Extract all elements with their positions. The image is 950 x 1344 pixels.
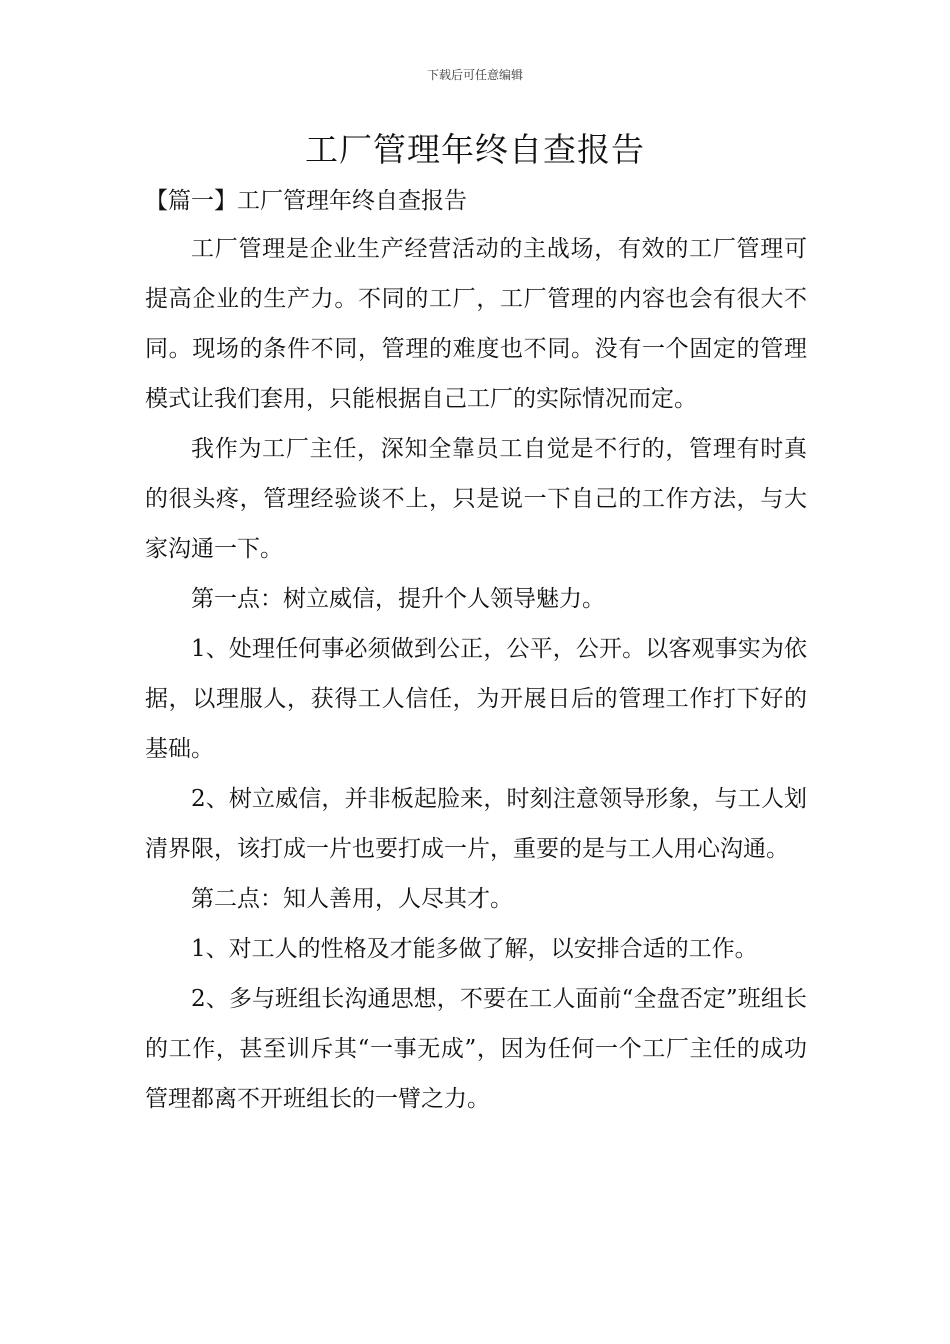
paragraph: 工厂管理是企业生产经营活动的主战场，有效的工厂管理可提高企业的生产力。不同的工厂，工厂管理的内容也会有很大不同。现场的条件不同，管理的难度也不同。没有一个固定的管理模式让我们套用，只能根据自己工厂的实际情况而定。 [145,236,807,412]
document-title: 工厂管理年终自查报告 [305,130,645,169]
section-heading: 【篇一】工厂管理年终自查报告 [145,188,467,214]
body-text [145,224,807,1124]
paragraph: 1、对工人的性格及才能多做了解，以安排合适的工作。 [191,936,758,962]
paragraph: 第二点：知人善用，人尽其才。 [191,886,513,912]
paragraph: 1、处理任何事必须做到公正，公平，公开。以客观事实为依据，以理服人，获得工人信任，为开展日后的管理工作打下好的基础。 [145,636,807,762]
paragraph: 第一点：树立威信，提升个人领导魅力。 [191,586,605,612]
header-note: 下载后可任意编辑 [426,68,523,82]
paragraph: 2、多与班组长沟通思想，不要在工人面前“全盘否定”班组长的工作，甚至训斥其“一事无成”，因为任何一个工厂主任的成功管理都离不开班组长的一臂之力。 [145,986,807,1112]
paragraph: 我作为工厂主任，深知全靠员工自觉是不行的，管理有时真的很头疼，管理经验谈不上，只是说一下自己的工作方法，与大家沟通一下。 [145,436,807,562]
paragraph: 2、树立威信，并非板起脸来，时刻注意领导形象，与工人划清界限，该打成一片也要打成一片，重要的是与工人用心沟通。 [145,786,807,862]
